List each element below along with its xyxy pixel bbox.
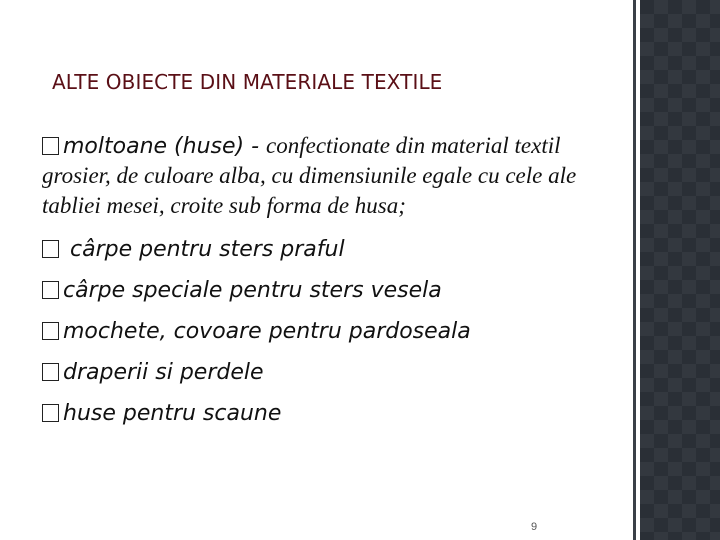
slide-title: ALTE OBIECTE DIN MATERIALE TEXTILE — [52, 70, 443, 94]
item-text: draperii si perdele — [63, 360, 264, 385]
list-item — [42, 276, 612, 306]
item-text: mochete, covoare pentru pardoseala — [63, 319, 471, 344]
bullet-box-icon — [42, 137, 59, 155]
list-item — [42, 399, 612, 429]
list-item — [42, 358, 612, 388]
item-term: moltoane (huse) — [63, 134, 245, 159]
list-item — [42, 131, 612, 221]
item-text: huse pentru scaune — [63, 401, 282, 426]
bullet-box-icon — [42, 281, 59, 299]
item-text: cârpe pentru sters praful — [70, 237, 345, 262]
bullet-box-icon — [42, 322, 59, 340]
bullet-list — [42, 131, 612, 440]
list-item — [42, 235, 612, 265]
item-text: cârpe speciale pentru sters vesela — [63, 278, 442, 303]
list-item — [42, 317, 612, 347]
item-separator: - — [244, 134, 267, 159]
bullet-box-icon — [42, 240, 59, 258]
bullet-box-icon — [42, 404, 59, 422]
page-number: 9 — [531, 521, 538, 533]
item-description: confectionate din material textil grosier, de culoare alba, cu dimensiunile egale cu cele ale tabliei mesei, croite sub forma de husa; — [42, 133, 577, 218]
bullet-box-icon — [42, 363, 59, 381]
decorative-side-panel — [640, 0, 720, 540]
side-panel-edge — [633, 0, 636, 540]
